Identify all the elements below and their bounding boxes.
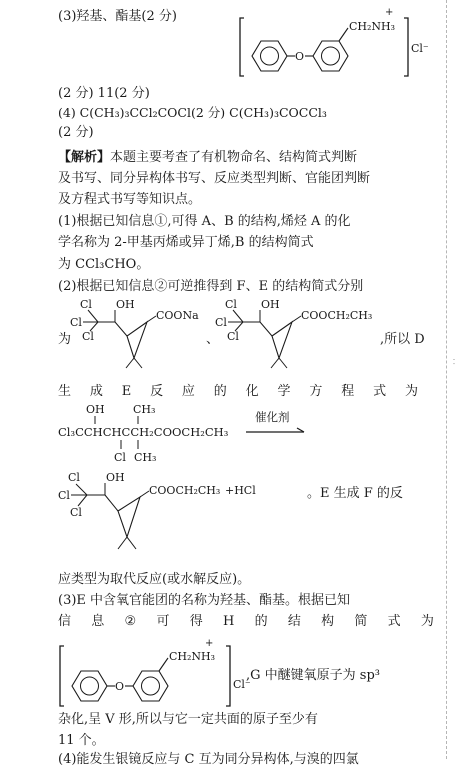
ether-oxygen: O bbox=[295, 50, 305, 63]
analysis-p2-end: ,所以 D bbox=[380, 332, 425, 347]
spaced-char: 结 bbox=[287, 614, 301, 629]
spaced-char: 式 bbox=[387, 614, 401, 629]
ammonium-charge: + bbox=[385, 7, 394, 18]
answer-4-line: (4) C(CH₃)₃CCl₂COCl(2 分) C(CH₃)₃COCCl₃ bbox=[58, 105, 327, 120]
analysis-p2-reaction-intro bbox=[58, 383, 418, 400]
spaced-char: H bbox=[222, 614, 235, 629]
spaced-char: 的 bbox=[213, 384, 227, 399]
spaced-char: 简 bbox=[354, 614, 368, 629]
analysis-p3-line-1: (3)E 中含氧官能团的名称为羟基、酯基。根据已知 bbox=[58, 593, 351, 608]
spaced-char: 生 bbox=[58, 384, 72, 399]
analysis-p1-line-1: (1)根据已知信息①,可得 A、B 的结构,烯烃 A 的化 bbox=[58, 214, 351, 229]
D-methyl-top: CH₃ bbox=[133, 403, 156, 416]
catalyst-label: 催化剂 bbox=[255, 410, 290, 424]
P-cl-bot: Cl bbox=[70, 506, 82, 519]
spaced-char: 构 bbox=[321, 614, 335, 629]
structure-F-cyclopropane-sodium-salt bbox=[70, 296, 220, 376]
spaced-char: 为 bbox=[420, 614, 434, 629]
chloride-counter-ion: Cl⁻ bbox=[411, 42, 429, 55]
E-cl-top: Cl bbox=[225, 298, 237, 311]
spaced-char: 反 bbox=[150, 384, 164, 399]
E-ester-group: COOCH₂CH₃ bbox=[301, 309, 373, 322]
analysis-p4-cut-line: (4)能发生银镜反应与 C 互为同分异构体,与溴的四氯 bbox=[58, 752, 359, 767]
analysis-intro-text-1: 本题主要考查了有机物命名、结构简式判断 bbox=[110, 150, 358, 165]
analysis-p2-line-1: (2)根据已知信息②可逆推得到 F、E 的结构简式分别 bbox=[58, 279, 364, 294]
answer-3-score-line: (2 分) 11(2 分) bbox=[58, 86, 150, 101]
F-cl-top: Cl bbox=[80, 298, 92, 311]
spaced-char: 方 bbox=[309, 384, 323, 399]
analysis-p2-wei: 为 bbox=[58, 332, 72, 347]
D-hydroxyl: OH bbox=[86, 403, 105, 416]
D-main-chain: Cl₃CCHCHCCH₂COOCH₂CH₃ bbox=[58, 425, 229, 439]
ammonium-group: CH₂NH₃ bbox=[349, 20, 396, 33]
answer-4-score: (2 分) bbox=[58, 125, 94, 140]
spaced-char: 学 bbox=[277, 384, 291, 399]
spaced-char: 的 bbox=[254, 614, 268, 629]
page-edge-dashed-line bbox=[446, 0, 448, 759]
answer-3-prefix: (3)羟基、酯基(2 分) bbox=[58, 9, 177, 24]
P-hcl: +HCl bbox=[225, 484, 256, 497]
H-charge: + bbox=[205, 638, 214, 649]
spaced-char: 可 bbox=[156, 614, 170, 629]
F-ester-group: COONa bbox=[156, 309, 199, 322]
structure-product-E-plus-HCl bbox=[58, 467, 288, 563]
P-cl-mid: Cl bbox=[58, 489, 70, 502]
analysis-p3-line-5: 11 个。 bbox=[58, 733, 105, 748]
D-chloro: Cl bbox=[114, 451, 126, 464]
E-cl-bot: Cl bbox=[227, 330, 239, 343]
analysis-p2-separator: 、 bbox=[206, 332, 220, 347]
P-hydroxyl: OH bbox=[106, 471, 125, 484]
analysis-p1-line-2: 学名称为 2-甲基丙烯或异丁烯,B 的结构简式 bbox=[58, 235, 314, 250]
spaced-char: 化 bbox=[245, 384, 259, 399]
spaced-char: 得 bbox=[189, 614, 203, 629]
spaced-char: 程 bbox=[341, 384, 355, 399]
structure-H-ammonium-salt bbox=[58, 636, 268, 712]
spaced-char: 成 bbox=[89, 384, 103, 399]
spaced-char: E bbox=[121, 384, 132, 399]
analysis-p1-line-3: 为 CCl₃CHO。 bbox=[58, 257, 150, 272]
P-ester-group: COOCH₂CH₃ bbox=[149, 484, 221, 497]
H-chloride-ion: Cl⁻ bbox=[233, 678, 251, 691]
analysis-p3-spaced-line bbox=[58, 613, 434, 630]
H-ammonium-group: CH₂NH₃ bbox=[169, 650, 216, 663]
analysis-tag: 【解析】 bbox=[58, 150, 111, 165]
spaced-char: 为 bbox=[404, 384, 418, 399]
analysis-p2-last: 应类型为取代反应(或水解反应)。 bbox=[58, 572, 251, 587]
spaced-char: 信 bbox=[58, 614, 72, 629]
D-methyl-bottom: CH₃ bbox=[134, 451, 157, 464]
F-cl-bot: Cl bbox=[82, 330, 94, 343]
analysis-intro-line-1 bbox=[58, 149, 357, 166]
page-edge-mark: ﹕ bbox=[449, 356, 459, 367]
analysis-p3-line-4: 杂化,呈 V 形,所以与它一定共面的原子至少有 bbox=[58, 712, 318, 727]
spaced-char: 应 bbox=[181, 384, 195, 399]
P-cl-top: Cl bbox=[68, 471, 80, 484]
analysis-intro-line-3: 及方程式书写等知识点。 bbox=[58, 192, 202, 207]
H-ether-oxygen: O bbox=[115, 680, 125, 693]
spaced-char: 息 bbox=[91, 614, 105, 629]
analysis-p2-after-product: 。E 生成 F 的反 bbox=[307, 486, 403, 501]
spaced-char: ② bbox=[124, 614, 137, 629]
spaced-char: 式 bbox=[373, 384, 387, 399]
answer-3-ammonium-structure bbox=[238, 6, 438, 86]
E-cl-mid: Cl bbox=[215, 316, 227, 329]
F-cl-mid: Cl bbox=[70, 316, 82, 329]
structure-D-condensed-formula bbox=[58, 400, 328, 470]
analysis-p3-line-3: ,G 中醚键氧原子为 sp³ bbox=[246, 668, 380, 683]
analysis-intro-line-2: 及书写、同分异构体书写、反应类型判断、官能团判断 bbox=[58, 171, 371, 186]
E-hydroxyl: OH bbox=[261, 298, 280, 311]
F-hydroxyl: OH bbox=[116, 298, 135, 311]
structure-E-cyclopropane-ethyl-ester bbox=[215, 296, 385, 376]
